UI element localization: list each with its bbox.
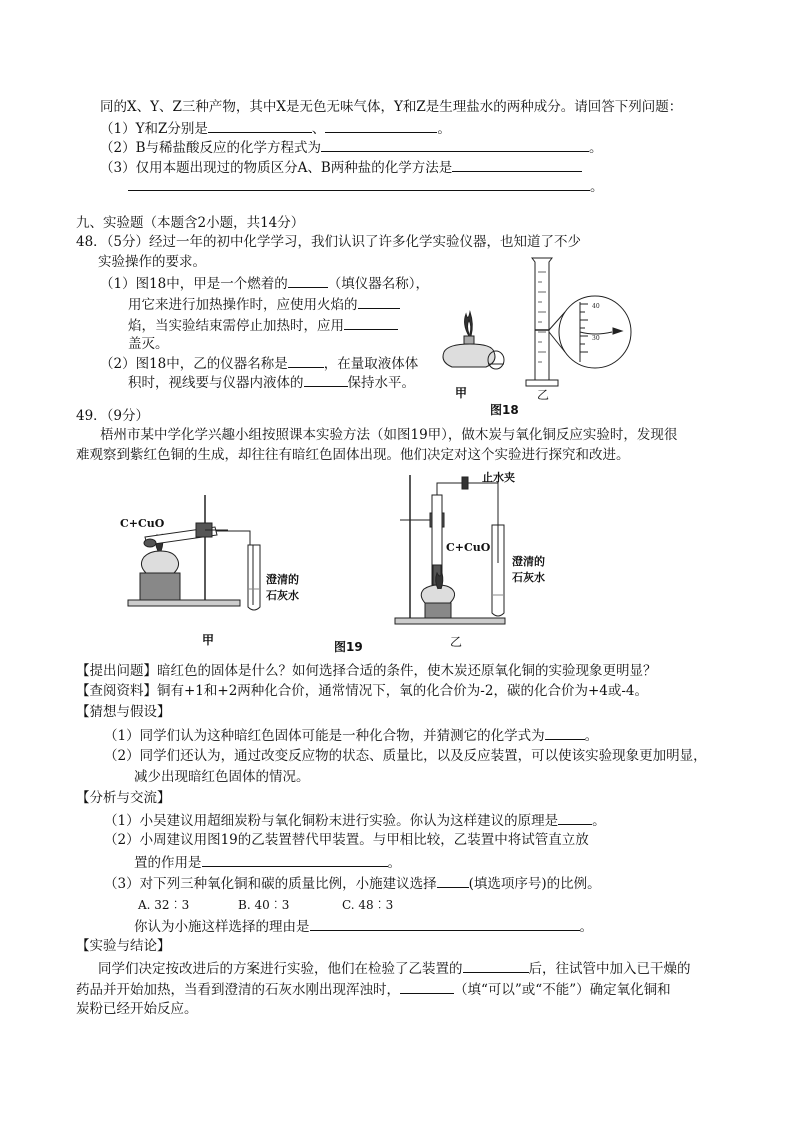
figure-19: [120, 465, 680, 635]
fig18-label-yi: 乙: [537, 388, 550, 402]
q47-intro: 同的X、Y、Z三种产物，其中X是无色无味气体，Y和Z是生理盐水的两种成分。请回答下列问题：: [100, 99, 683, 115]
q49-ana3: （3）对下列三种氧化铜和碳的质量比例，小施建议选择 (填选项序号)的比例。: [104, 873, 601, 893]
fig19-reactant-yi: C+CuO: [446, 541, 491, 554]
q48-p1c: 用它来进行加热操作时，应使用火焰的: [128, 294, 400, 314]
graduated-cylinder: [526, 258, 558, 386]
q49-ana2: （2）小周建议用图19的乙装置替代甲装置。与甲相比较，乙装置中将试管直立放: [104, 832, 589, 848]
q48-p1d: 焰，当实验结束需停止加热时，应用: [128, 315, 398, 335]
q49-question: 【提出问题】暗红色的固体是什么？如何选择合适的条件，使木炭还原氧化铜的实验现象更明显？: [76, 663, 657, 679]
q49-hyp2-cont: 减少出现暗红色固体的情况。: [134, 769, 310, 785]
answer-blank[interactable]: [437, 873, 469, 888]
q49-hyp2: （2）同学们还认为，通过改变反应物的状态、质量比，以及反应装置，可以使该实验现象更加明显，: [104, 748, 707, 764]
fig19-limewater-jia-2: 石灰水: [266, 589, 299, 602]
answer-blank[interactable]: [202, 852, 388, 867]
q49-intro1: 梧州市某中学化学兴趣小组按照课本实验方法（如图19甲），做木炭与氧化铜反应实验时，发现很: [100, 427, 678, 443]
q49-title: 49．（9分）: [76, 408, 150, 424]
q48-line1: 48．（5分）经过一年的初中化学学习，我们认识了许多化学实验仪器，也知道了不少: [76, 234, 582, 250]
q49-ana1: （1）小吴建议用超细炭粉与氧化铜粉末进行实验。你认为这样建议的原理是 。: [104, 810, 606, 830]
answer-blank[interactable]: [208, 118, 312, 133]
answer-blank[interactable]: [288, 273, 328, 288]
option-a[interactable]: A. 32︰3: [138, 898, 190, 912]
fig19-reactant-jia: C+CuO: [120, 517, 165, 530]
q48-p1e: 盖灭。: [128, 336, 169, 352]
answer-blank[interactable]: [358, 294, 400, 309]
answer-blank[interactable]: [545, 725, 585, 740]
scale-label-30: 30: [592, 335, 600, 342]
q49-con2: 药品并开始加热，当看到澄清的石灰水刚出现浑浊时， （填“可以”或“不能”）确定氧化铜和: [76, 979, 671, 999]
q49-con-head: 【实验与结论】: [76, 938, 171, 954]
answer-blank[interactable]: [321, 137, 589, 152]
answer-blank[interactable]: [310, 916, 580, 931]
fig19-label-jia: 甲: [202, 633, 215, 647]
answer-blank[interactable]: [288, 353, 324, 368]
q49-hyp1: （1）同学们认为这种暗红色固体可能是一种化合物，并猜测它的化学式为 。: [104, 725, 598, 745]
section-title: 九、实验题（本题含2小题，共14分）: [76, 215, 305, 231]
answer-blank[interactable]: [304, 372, 348, 387]
answer-blank[interactable]: [128, 176, 590, 191]
q48-p2c: 积时，视线要与仪器内液体的 保持水平。: [128, 372, 415, 392]
q49-con1: 同学们决定按改进后的方案进行实验，他们在检验了乙装置的 后，往试管中加入已干燥的: [98, 958, 691, 978]
fig19-clamp: 止水夹: [482, 471, 515, 484]
q47-part2: （2）B与稀盐酸反应的化学方程式为 。: [100, 137, 603, 157]
fig19-limewater-yi-2: 石灰水: [512, 571, 545, 584]
q49-options: [138, 896, 393, 914]
answer-blank[interactable]: [452, 157, 582, 172]
q49-ana2-cont: 置的作用是 。: [134, 852, 401, 872]
fig18-caption: 图18: [490, 403, 519, 417]
magnified-scale: [549, 296, 631, 368]
answer-blank[interactable]: [400, 979, 454, 994]
alcohol-lamp: [443, 312, 495, 367]
q49-intro2: 难观察到紫红色铜的生成，却往往有暗红色固体出现。他们决定对这个实验进行探究和改进。: [76, 447, 630, 463]
q49-info: 【查阅资料】铜有+1和+2两种化合价，通常情况下，氧的化合价为-2，碳的化合价为+4或-4。: [76, 683, 649, 699]
q47-part3: （3）仅用本题出现过的物质区分A、B两种盐的化学方法是: [100, 157, 582, 177]
fig19-label-yi: 乙: [450, 635, 463, 649]
apparatus-jia: [128, 495, 260, 610]
fig19-caption: 图19: [334, 640, 363, 654]
q47-part3-line2: 。: [128, 176, 604, 196]
scale-label-40: 40: [592, 303, 600, 310]
q49-con3: 炭粉已经开始反应。: [76, 1001, 198, 1017]
q49-reason: 你认为小施这样选择的理由是 。: [134, 916, 593, 936]
q47-part1: （1）Y和Z分别是 、 。: [100, 118, 451, 138]
answer-blank[interactable]: [344, 315, 398, 330]
figure-18: [430, 252, 660, 402]
option-c[interactable]: C. 48︰3: [342, 898, 394, 912]
q49-hyp-head: 【猜想与假设】: [76, 704, 171, 720]
answer-blank[interactable]: [325, 118, 437, 133]
option-b[interactable]: B. 40︰3: [238, 898, 290, 912]
answer-blank[interactable]: [463, 958, 529, 973]
fig19-limewater-yi-1: 澄清的: [512, 555, 545, 568]
q48-line2: 实验操作的要求。: [98, 254, 206, 270]
q48-p1a: （1）图18中，甲是一个燃着的 （填仪器名称），: [100, 273, 429, 293]
fig18-label-jia: 甲: [455, 386, 468, 400]
fig19-limewater-jia-1: 澄清的: [266, 573, 299, 586]
q49-ana-head: 【分析与交流】: [76, 790, 171, 806]
q48-p2a: （2）图18中，乙的仪器名称是 ，在量取液体体: [100, 353, 418, 373]
answer-blank[interactable]: [558, 810, 592, 825]
